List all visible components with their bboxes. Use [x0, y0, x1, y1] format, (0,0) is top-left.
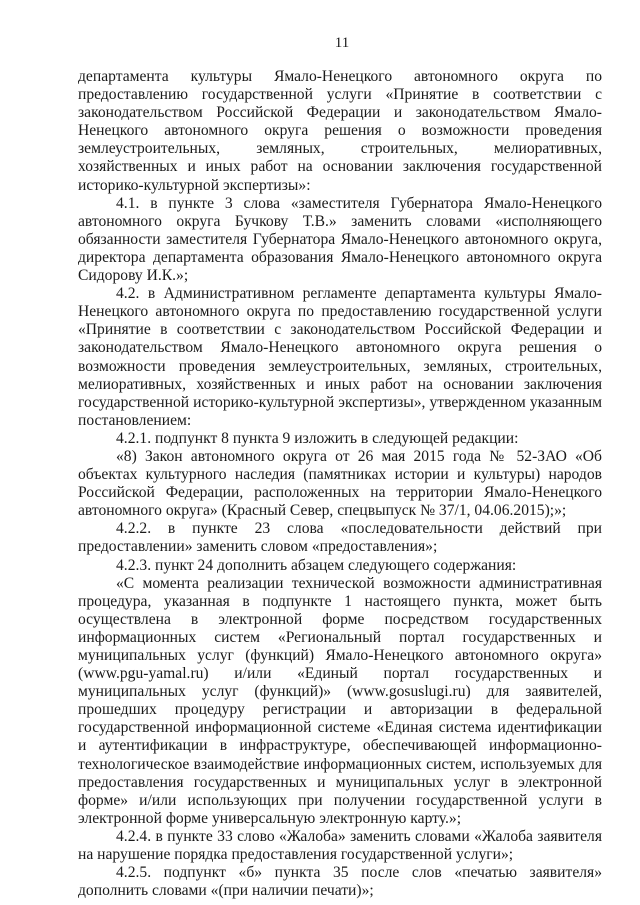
paragraph-4-2-2: 4.2.2. в пункте 23 слова «последовательности действий при предоставлении» заменить словом «предоставления»; [78, 520, 602, 556]
paragraph-4-2-4: 4.2.4. в пункте 33 слово «Жалоба» заменить словами «Жалоба заявителя на нарушение порядка предоставления государственной услуги»; [78, 827, 602, 864]
paragraph-continuation: департамента культуры Ямало-Ненецкого автономного округа по предоставлению государственной услуги «Принятие в соответствии с законодательством Российской Федерации и законодательством Ямало-Ненецкого автономного округа решения о возможности проведения землеустроительных, земляных, строительных, мелиоративных, хозяйственных и иных работ на основании заключения государственной историко-культурной экспертизы»: [78, 68, 602, 194]
paragraph-4-2-3: 4.2.3. пункт 24 дополнить абзацем следующего содержания: [116, 556, 517, 574]
paragraph-quoted-procedure: «С момента реализации технической возможности административная процедура, указанная в подпункте 1 настоящего пункта, может быть осуществлена в электронной форме посредством государственных информационных систем «Региональный портал государственных и муниципальных услуг (функций) Ямало-Ненецкого автономного округа» (www.pgu-yamal.ru) и/или «Единый портал государственных и муниципальных услуг (функций)» (www.gosuslugi.ru) для заявителей, прошедших процедуру регистрации и авторизации в федеральной государственной информационной системе «Единая система идентификации и аутентификации в инфраструктуре, обеспечивающей информационно-технологическое взаимодействие информационных систем, используемых для предоставления государственных и муниципальных услуг в электронной форме» и/или использующих при получении государственной услуги в электронной форме универсальную электронную карту.»; [78, 574, 602, 827]
document-body [78, 68, 602, 900]
paragraph-quoted-law: «8) Закон автономного округа от 26 мая 2015 года № 52-ЗАО «Об объектах культурного наследия (памятниках истории и культуры) народов Российской Федерации, расположенных на территории Ямало-Ненецкого автономного округа» (Красный Север, спецвыпуск № 37/1, 04.06.2015);»; [78, 447, 602, 520]
paragraph-4-2-5: 4.2.5. подпункт «б» пункта 35 после слов «печатью заявителя» дополнить словами «(при наличии печати)»; [78, 864, 602, 900]
paragraph-4-2: 4.2. в Административном регламенте департамента культуры Ямало-Ненецкого автономного округа по предоставлению государственной услуги «Принятие в соответствии с законодательством Российской Федерации и законодательством Ямало-Ненецкого автономного округа решения о возможности проведения землеустроительных, земляных, строительных, мелиоративных, хозяйственных и иных работ на основании заключения государственной историко-культурной экспертизы», утвержденном указанным постановлением: [78, 285, 602, 429]
page-number: 11 [334, 35, 350, 51]
paragraph-4-1: 4.1. в пункте 3 слова «заместителя Губернатора Ямало-Ненецкого автономного округа Бучкову Т.В.» заменить словами «исполняющего обязанности заместителя Губернатора Ямало-Ненецкого автономного округа, директора департамента образования Ямало-Ненецкого автономного округа Сидорову И.К.»; [78, 194, 602, 285]
paragraph-4-2-1: 4.2.1. подпункт 8 пункта 9 изложить в следующей редакции: [116, 429, 519, 447]
